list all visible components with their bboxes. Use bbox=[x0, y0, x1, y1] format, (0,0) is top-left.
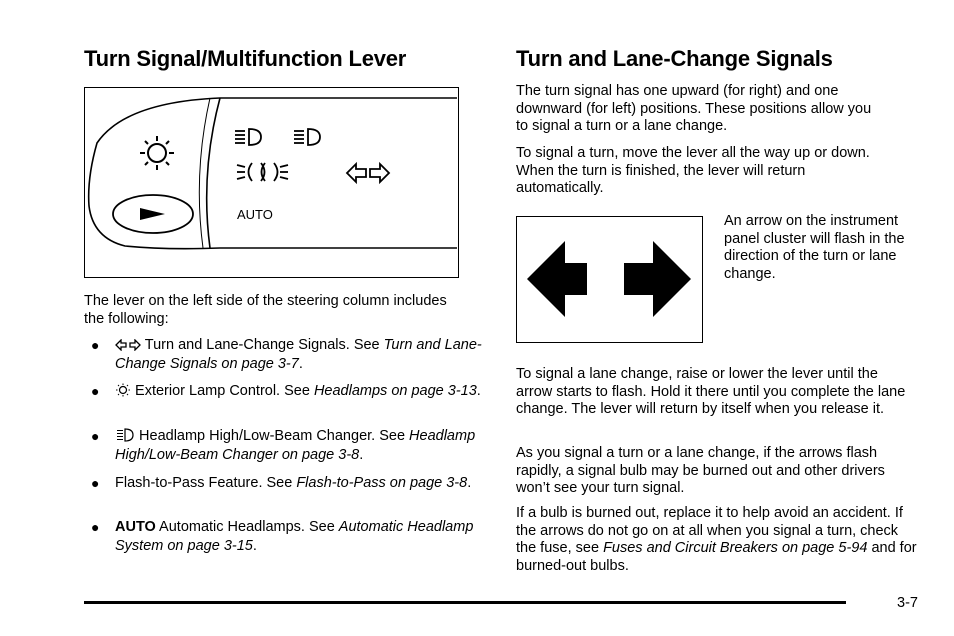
footer-rule bbox=[84, 601, 846, 604]
lever-illustration bbox=[85, 88, 457, 276]
turn-signal-arrows-icon bbox=[115, 339, 141, 351]
arrow-caption: An arrow on the instrument panel cluster will flash in the direction of the turn or lane change. bbox=[724, 213, 905, 282]
section-title-turn-signals: Turn and Lane-Change Signals bbox=[516, 46, 833, 71]
exterior-lamp-icon bbox=[140, 136, 174, 170]
turn-arrows-figure bbox=[516, 216, 703, 343]
paragraph: To signal a lane change, raise or lower the lever until the arrow starts to flash. Hold it there until you complete the lane change. The lever will return by itself when you release it. bbox=[516, 366, 906, 417]
list-item: ● Exterior Lamp Control. See Headlamps on page 3-13. bbox=[91, 383, 481, 399]
left-arrow-icon bbox=[527, 241, 587, 317]
list-item: ● Turn and Lane-Change Signals. See Turn and Lane-Change Signals on page 3-7. bbox=[91, 337, 482, 372]
multifunction-lever-figure bbox=[84, 87, 459, 278]
paragraph: As you signal a turn or a lane change, if the arrows flash rapidly, a signal bulb may be burned out and other drivers won’t see your turn signal. bbox=[516, 445, 885, 496]
high-beam-icon bbox=[235, 129, 320, 145]
cross-reference-link[interactable]: Fuses and Circuit Breakers on page 5-94 bbox=[603, 540, 868, 556]
turn-signal-arrows-icon bbox=[347, 164, 389, 182]
list-item: ● AUTO Automatic Headlamps. See Automatic Headlamp System on page 3-15. bbox=[91, 519, 474, 554]
cross-reference-link[interactable]: Headlamp High/Low-Beam Changer on page 3-8 bbox=[115, 428, 476, 463]
auto-headlamp-button bbox=[113, 195, 193, 233]
list-item: ● Headlamp High/Low-Beam Changer. See Headlamp High/Low-Beam Changer on page 3-8. bbox=[91, 428, 476, 463]
paragraph: The turn signal has one upward (for right) and one downward (for left) positions. These positions allow you to signal a turn or a lane change. bbox=[516, 83, 872, 134]
right-arrow-icon bbox=[624, 241, 691, 317]
section-title-multifunction-lever: Turn Signal/Multifunction Lever bbox=[84, 46, 407, 71]
cross-reference-link[interactable]: Automatic Headlamp System on page 3-15 bbox=[115, 519, 474, 554]
paragraph: To signal a turn, move the lever all the way up or down. When the turn is finished, the lever will return automatically. bbox=[516, 145, 870, 196]
cross-reference-link[interactable]: Turn and Lane-Change Signals on page 3-7 bbox=[115, 337, 482, 372]
exterior-lamp-icon bbox=[115, 383, 131, 397]
page-number: 3-7 bbox=[897, 595, 918, 611]
lever-intro: The lever on the left side of the steering column includes the following: bbox=[84, 293, 447, 327]
high-beam-icon bbox=[115, 428, 135, 442]
fog-lamp-icon bbox=[237, 163, 288, 181]
cross-reference-link[interactable]: Flash-to-Pass on page 3-8 bbox=[296, 475, 468, 491]
cross-reference-link[interactable]: Headlamps on page 3-13 bbox=[313, 383, 477, 399]
list-item: ● Flash-to-Pass Feature. See Flash-to-Pass on page 3-8. bbox=[91, 475, 472, 491]
auto-label: AUTO bbox=[237, 207, 273, 222]
paragraph: If a bulb is burned out, replace it to help avoid an accident. If the arrows do not go on at all when you signal a turn, check the fuse, see Fuses and Circuit Breakers on page 5-94 and for burned-out bulbs. bbox=[516, 505, 917, 574]
